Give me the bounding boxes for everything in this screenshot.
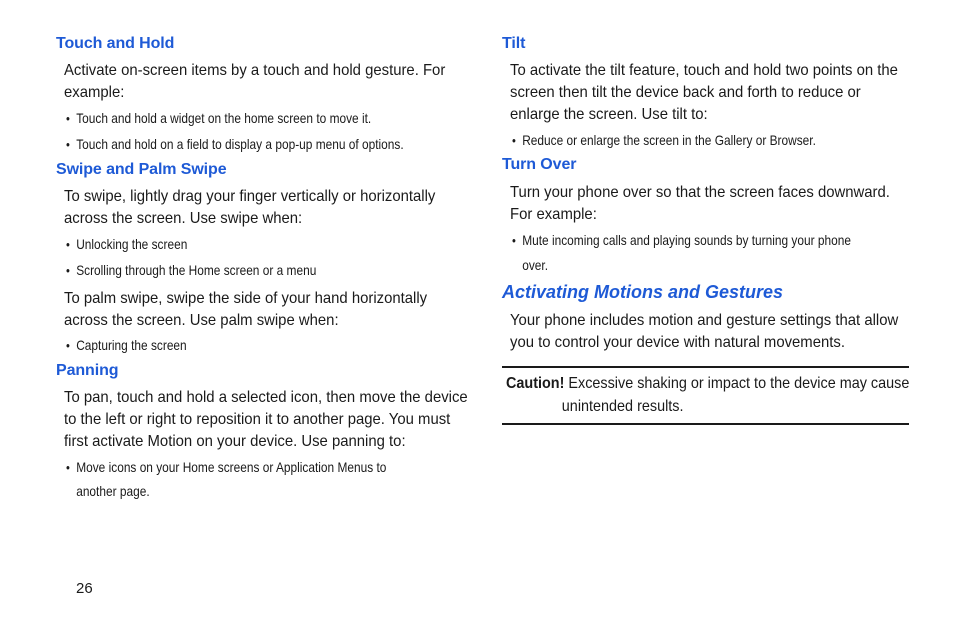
list-item: • Unlocking the screen xyxy=(66,232,187,257)
list-item-continuation: over. xyxy=(522,257,549,273)
swipe-paragraph-line-2: across the screen. Use swipe when: xyxy=(64,210,303,227)
heading-panning: Panning xyxy=(56,362,119,379)
page-number: 26 xyxy=(76,580,93,597)
caution-box xyxy=(502,366,909,425)
caution-label: Caution! xyxy=(506,375,565,392)
tilt-paragraph-line-3: enlarge the screen. Use tilt to: xyxy=(510,106,708,123)
bullet-icon: • xyxy=(66,338,70,353)
list-item-continuation: another page. xyxy=(76,483,150,499)
bullet-icon: • xyxy=(66,237,70,252)
list-item: • Touch and hold a widget on the home screen to move it. xyxy=(66,106,371,131)
activating-paragraph-line-1: Your phone includes motion and gesture settings that allow xyxy=(510,312,899,329)
tilt-paragraph-line-2: screen then tilt the device back and forth to reduce or xyxy=(510,84,861,101)
list-item: • Mute incoming calls and playing sounds by turning your phone xyxy=(512,228,851,253)
heading-turn-over: Turn Over xyxy=(502,156,577,173)
bullet-icon: • xyxy=(512,233,516,248)
panning-paragraph-line-2: to the left or right to reposition it to another page. You must xyxy=(64,411,451,428)
list-item: • Touch and hold on a field to display a pop-up menu of options. xyxy=(66,132,404,157)
caution-line-2: unintended results. xyxy=(561,397,684,415)
swipe-paragraph-line-1: To swipe, lightly drag your finger vertically or horizontally xyxy=(64,188,436,205)
palm-swipe-paragraph-line-2: across the screen. Use palm swipe when: xyxy=(64,312,339,329)
bullet-icon: • xyxy=(66,111,70,126)
turn-over-paragraph-line-1: Turn your phone over so that the screen faces downward. xyxy=(510,184,890,201)
caution-line-1: Caution! Excessive shaking or impact to the device may cause xyxy=(506,375,910,392)
bullet-icon: • xyxy=(66,263,70,278)
list-item: • Reduce or enlarge the screen in the Gallery or Browser. xyxy=(512,128,816,153)
panning-paragraph-line-1: To pan, touch and hold a selected icon, then move the device xyxy=(64,389,468,406)
activating-paragraph-line-2: you to control your device with natural movements. xyxy=(510,334,845,351)
heading-touch-and-hold: Touch and Hold xyxy=(56,35,175,52)
heading-activating-motions-and-gestures: Activating Motions and Gestures xyxy=(502,282,784,302)
touch-hold-paragraph-line-1: Activate on-screen items by a touch and hold gesture. For xyxy=(64,62,446,79)
panning-paragraph-line-3: first activate Motion on your device. Use panning to: xyxy=(64,433,406,450)
touch-hold-paragraph-line-2: example: xyxy=(64,84,125,101)
bullet-icon: • xyxy=(66,137,70,152)
list-item: • Move icons on your Home screens or Application Menus to xyxy=(66,455,386,480)
list-item: • Capturing the screen xyxy=(66,333,187,358)
list-item: • Scrolling through the Home screen or a menu xyxy=(66,258,316,283)
palm-swipe-paragraph-line-1: To palm swipe, swipe the side of your hand horizontally xyxy=(64,290,428,307)
bullet-icon: • xyxy=(66,460,70,475)
bullet-icon: • xyxy=(512,133,516,148)
turn-over-paragraph-line-2: For example: xyxy=(510,206,597,223)
heading-tilt: Tilt xyxy=(502,35,526,52)
tilt-paragraph-line-1: To activate the tilt feature, touch and hold two points on the xyxy=(510,62,898,79)
heading-swipe-and-palm-swipe: Swipe and Palm Swipe xyxy=(56,161,227,178)
caution-text xyxy=(506,373,909,418)
